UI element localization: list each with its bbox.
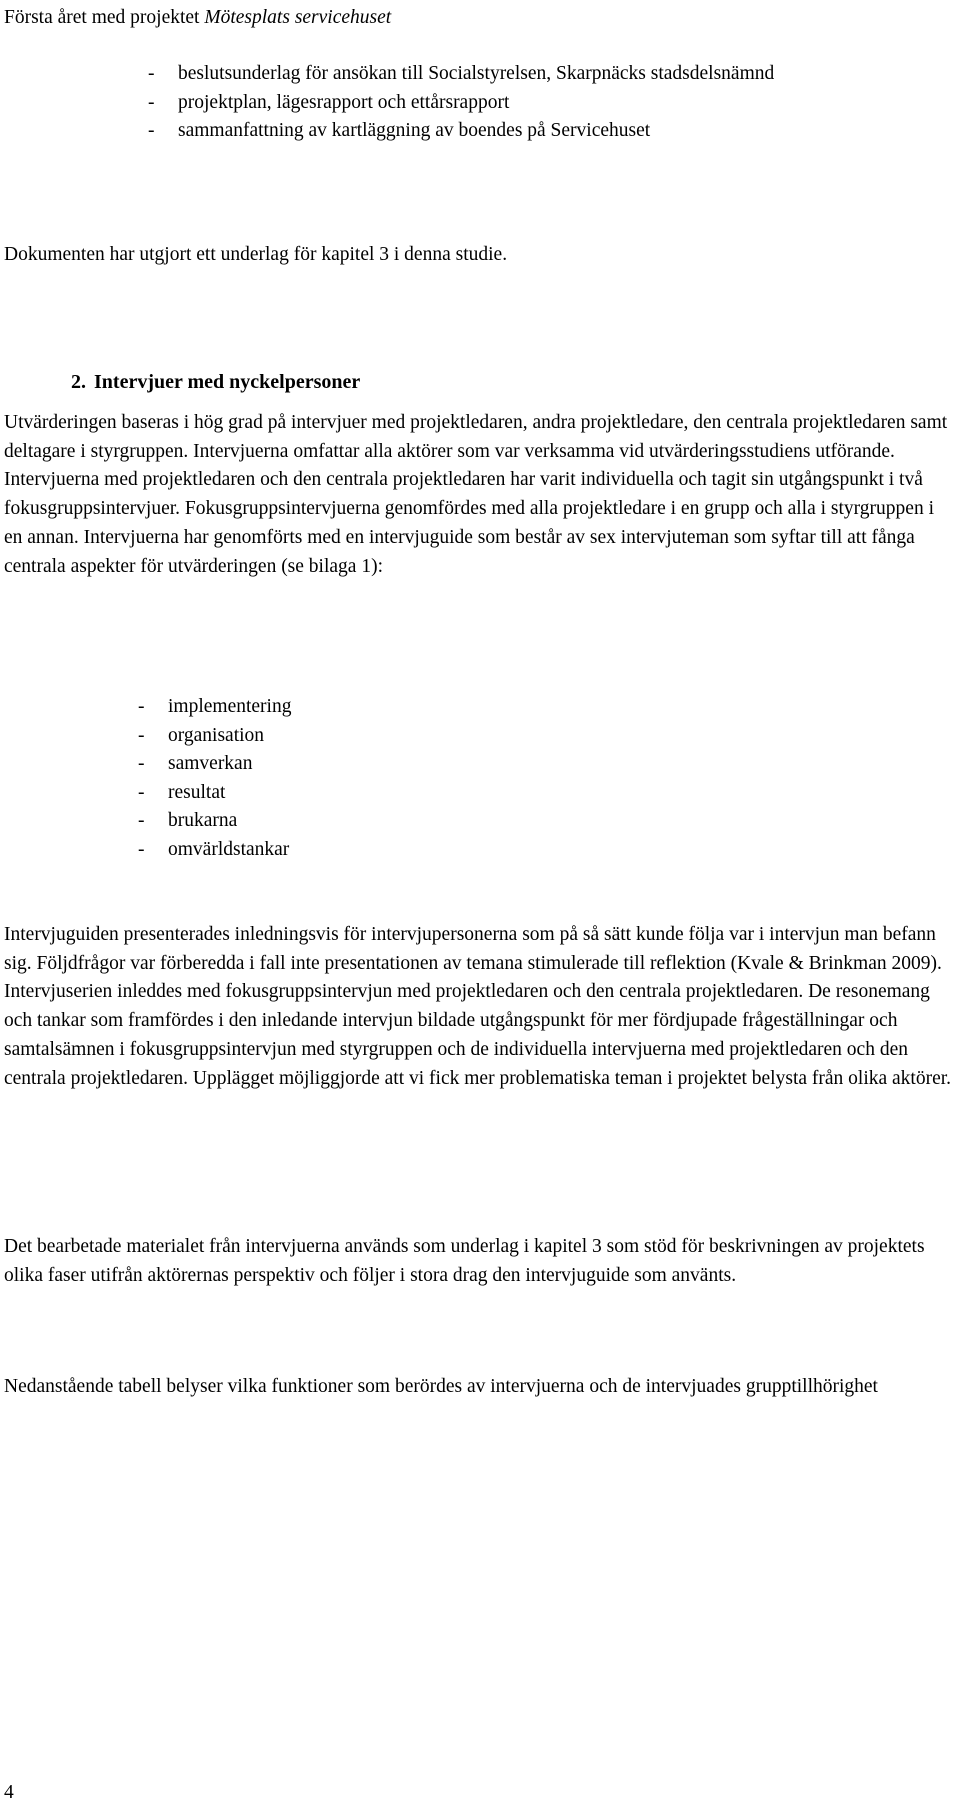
list-dash: - — [148, 63, 155, 84]
list-dash: - — [148, 91, 155, 113]
list-dash: - — [138, 810, 145, 831]
list-dash: - — [138, 838, 145, 860]
intro-heading — [4, 4, 391, 32]
paragraph-documents: Dokumenten har utgjort ett underlag för kapitel 3 i denna studie. — [4, 244, 508, 265]
paragraph-interview-guide: Intervjuguiden presenterades inledningsvis för intervjupersonerna som på så sätt kunde följa var i intervjun man befann sig. Följdfrågor var förberedda i fall inte presentationen av temana stimulerade till reflektion (Kvale & Brinkman 2009). Intervjuserien inleddes med fokusgruppsintervjun med projektledaren och den centrala projektledaren. De resonemang och tankar som framfördes i den inledande intervjun bildade utgångspunkt för mer fördjupade frågeställningar och samtalsämnen i fokusgruppsintervjun med styrgruppen och de individuella intervjuerna med projektledaren och den centrala projektledaren. Upplägget möjliggjorde att vi fick mer problematiska teman i projektet belysta från olika aktörer. — [4, 924, 952, 1089]
list-item — [138, 779, 638, 808]
list-dash: - — [138, 724, 145, 746]
list-item — [148, 60, 828, 89]
list-item — [138, 693, 638, 722]
section-title: Intervjuer med nyckelpersoner — [94, 371, 361, 393]
list-item-text: sammanfattning av kartläggning av boendes på Servicehuset — [178, 120, 651, 141]
list-dash: - — [138, 696, 145, 717]
list-item-text: brukarna — [168, 810, 238, 831]
document-list — [148, 60, 828, 146]
list-item — [138, 722, 638, 751]
project-name: Mötesplats servicehuset — [204, 7, 392, 28]
paragraph-table-intro: Nedanstående tabell belyser vilka funktioner som berördes av intervjuerna och de intervjuades grupptillhörighet — [4, 1376, 878, 1397]
list-item-text: implementering — [168, 696, 292, 717]
list-item-text: samverkan — [168, 753, 253, 774]
list-item — [138, 750, 638, 779]
page-number: 4 — [4, 1782, 14, 1803]
list-item-text: beslutsunderlag för ansökan till Socialstyrelsen, Skarpnäcks stadsdelsnämnd — [178, 63, 775, 84]
section-heading — [71, 368, 360, 396]
list-item-text: omvärldstankar — [168, 838, 290, 860]
list-item-text: projektplan, lägesrapport och ettårsrapport — [178, 91, 510, 113]
list-item — [148, 117, 828, 146]
list-item — [138, 807, 638, 836]
list-item-text: resultat — [168, 781, 226, 803]
paragraph-material: Det bearbetade materialet från intervjuerna används som underlag i kapitel 3 som stöd för beskrivningen av projektets olika faser utifrån aktörernas perspektiv och följer i stora drag den intervjuguide som använts. — [4, 1236, 925, 1286]
intro-heading-text: Första året med projektet — [4, 7, 205, 28]
section-number: 2. — [71, 371, 86, 393]
list-item — [148, 89, 828, 118]
list-dash: - — [138, 753, 145, 774]
list-dash: - — [138, 781, 145, 803]
paragraph-interviews: Utvärderingen baseras i hög grad på intervjuer med projektledaren, andra projektledare, den centrala projektledaren samt deltagare i styrgruppen. Intervjuerna omfattar alla aktörer som var verksamma vid utvärderingsstudiens utförande. Intervjuerna med projektledaren och den centrala projektledaren har varit individuella och tagit sin utgångspunkt i två fokusgruppsintervjuer. Fokusgruppsintervjuerna genomfördes med alla projektledare i en grupp och alla i styrgruppen i en annan. Intervjuerna har genomförts med en intervjuguide som består av sex intervjuteman som syftar till att fånga centrala aspekter för utvärderingen (se bilaga 1): — [4, 412, 948, 577]
list-item — [138, 836, 638, 865]
theme-list — [138, 693, 638, 864]
list-item-text: organisation — [168, 724, 265, 746]
list-dash: - — [148, 120, 155, 141]
